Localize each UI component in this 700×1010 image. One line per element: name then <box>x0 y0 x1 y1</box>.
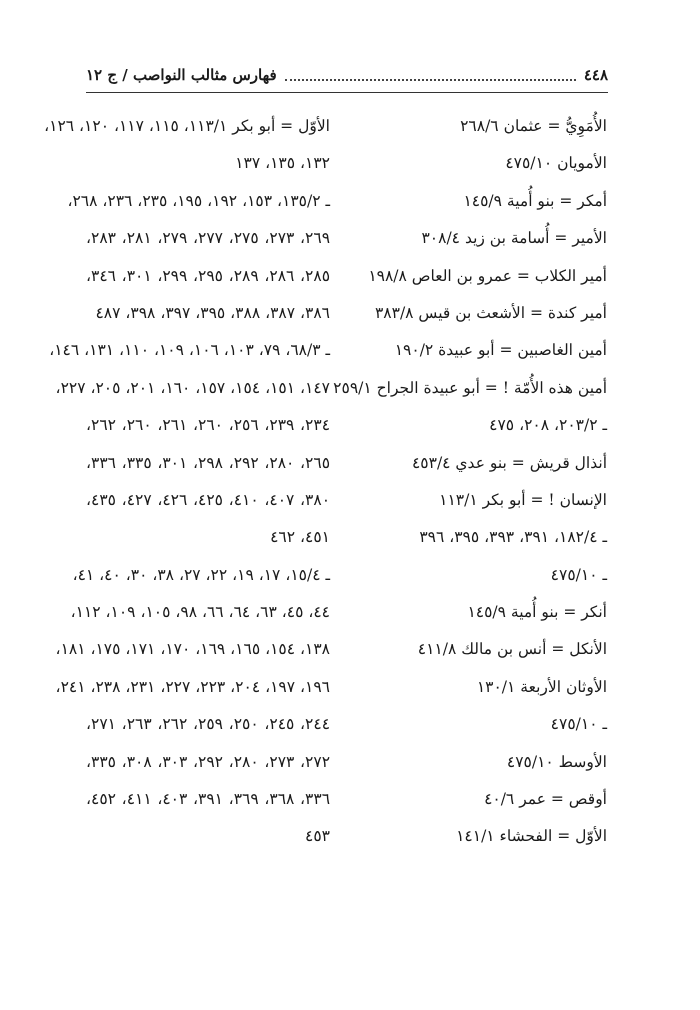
index-entry-continuation: ٣٣٦، ٣٦٨، ٣٦٩، ٣٩١، ٤٠٣، ٤١١، ٤٥٢، <box>86 790 331 809</box>
index-entry-continuation: ١٩٦، ١٩٧، ٢٠٤، ٢٢٣، ٢٢٧، ٢٣١، ٢٣٨، ٢٤١، <box>55 677 330 696</box>
index-entry-continuation: ـ ٦٨/٣، ٧٩، ١٠٣، ١٠٦، ١٠٩، ١١٠، ١٣١، ١٤٦، <box>49 341 330 360</box>
index-entry-continuation: ٤٤، ٤٥، ٦٣، ٦٤، ٦٦، ٩٨، ١٠٥، ١٠٩، ١١٢، <box>70 603 330 622</box>
page-number: ٤٤٨ <box>583 66 608 84</box>
index-entry-continuation: ـ ١٥/٤، ١٧، ١٩، ٢٢، ٢٧، ٣٨، ٣٠، ٤٠، ٤١، <box>72 565 330 584</box>
index-entry-continuation: ٢٤٤، ٢٤٥، ٢٥٠، ٢٥٩، ٢٦٢، ٢٦٣، ٢٧١، <box>86 715 331 734</box>
index-entry-continuation: ٢٦٩، ٢٧٣، ٢٧٥، ٢٧٧، ٢٧٩، ٢٨١، ٢٨٣، <box>86 229 331 248</box>
index-entry: ـ ٤٧٥/١٠ <box>550 715 607 734</box>
index-column-left <box>44 108 331 878</box>
index-entry: أمين هذه الأُمّة ! = أبو عبيدة الجراح ٢٥٩/١ <box>333 378 607 397</box>
index-entry: الأنكل = أنس بن مالك ٤١١/٨ <box>417 640 607 659</box>
index-entry-continuation: ٣٨٠، ٤٠٧، ٤١٠، ٤٢٥، ٤٢٦، ٤٢٧، ٤٣٥، <box>86 490 331 509</box>
index-entry: ـ ٤٧٥/١٠ <box>550 565 607 584</box>
index-entry-continuation: ٣٨٦، ٣٨٧، ٣٨٨، ٣٩٥، ٣٩٧، ٣٩٨، ٤٨٧ <box>95 303 330 322</box>
index-entry-continuation: ٢٨٥، ٢٨٦، ٢٨٩، ٢٩٥، ٢٩٩، ٣٠١، ٣٤٦، <box>86 266 331 285</box>
index-column-right <box>333 108 607 878</box>
index-entry: الأمويان ٤٧٥/١٠ <box>505 154 607 173</box>
index-entry: أمير كندة = الأشعث بن قيس ٣٨٣/٨ <box>374 303 607 322</box>
index-entry-continuation: الأوّل = أبو بكر ١١٣/١، ١١٥، ١١٧، ١٢٠، ١٢٦، <box>44 117 330 135</box>
index-entry: أمكر = بنو أُمية ١٤٥/٩ <box>463 191 607 210</box>
index-entry: أمين الغاصبين = أبو عبيدة ١٩٠/٢ <box>394 341 607 360</box>
index-entry: الأوثان الأربعة ١٣٠/١ <box>476 677 607 696</box>
page-header <box>86 62 608 88</box>
index-entry: الأوّل = الفحشاء ١٤١/١ <box>456 827 607 846</box>
index-entry: ـ ١٨٢/٤، ٣٩١، ٣٩٣، ٣٩٥، ٣٩٦ <box>419 528 607 547</box>
index-entry-continuation: ١٣٨، ١٥٤، ١٦٥، ١٦٩، ١٧٠، ١٧١، ١٧٥، ١٨١، <box>55 640 330 659</box>
index-entry-continuation: ٢٧٢، ٢٧٣، ٢٨٠، ٢٩٢، ٣٠٣، ٣٠٨، ٣٣٥، <box>86 752 331 771</box>
index-entry: الأُمَوِيُّ = عثمان ٢٦٨/٦ <box>460 117 607 135</box>
index-entry-continuation: ٤٥٣ <box>305 827 330 846</box>
index-entry: أنكر = بنو أُمية ١٤٥/٩ <box>467 603 607 622</box>
index-entry: الأوسط ٤٧٥/١٠ <box>506 752 607 771</box>
running-title: فهارس مثالب النواصب / ج ١٢ <box>86 66 277 84</box>
index-entry: الأمير = أُسامة بن زيد ٣٠٨/٤ <box>421 229 607 248</box>
header-dot-leader <box>285 79 576 81</box>
index-entry-continuation: ١٤٧، ١٥١، ١٥٤، ١٥٧، ١٦٠، ٢٠١، ٢٠٥، ٢٢٧، <box>55 378 330 397</box>
index-entry-continuation: ـ ١٣٥/٢، ١٥٣، ١٩٢، ١٩٥، ٢٣٥، ٢٣٦، ٢٦٨، <box>67 191 330 210</box>
index-entry: أنذال قريش = بنو عدي ٤٥٣/٤ <box>411 453 607 472</box>
index-entry-continuation: ٢٣٤، ٢٣٩، ٢٥٦، ٢٦٠، ٢٦١، ٢٦٠، ٢٦٢، <box>86 416 331 435</box>
header-rule <box>86 92 608 93</box>
index-entry-continuation: ٢٦٥، ٢٨٠، ٢٩٢، ٢٩٨، ٣٠١، ٣٣٥، ٣٣٦، <box>86 453 331 472</box>
index-entry: الإنسان ! = أبو بكر ١١٣/١ <box>439 490 607 509</box>
index-entry-continuation: ٤٥١، ٤٦٢ <box>270 528 330 547</box>
index-entry: أمير الكلاب = عمرو بن العاص ١٩٨/٨ <box>368 266 607 285</box>
index-entry: ـ ٢٠٣/٢، ٢٠٨، ٤٧٥ <box>489 416 607 435</box>
index-entry: أوقص = عمر ٤٠/٦ <box>484 790 607 809</box>
index-entry-continuation: ١٣٢، ١٣٥، ١٣٧ <box>235 154 330 173</box>
